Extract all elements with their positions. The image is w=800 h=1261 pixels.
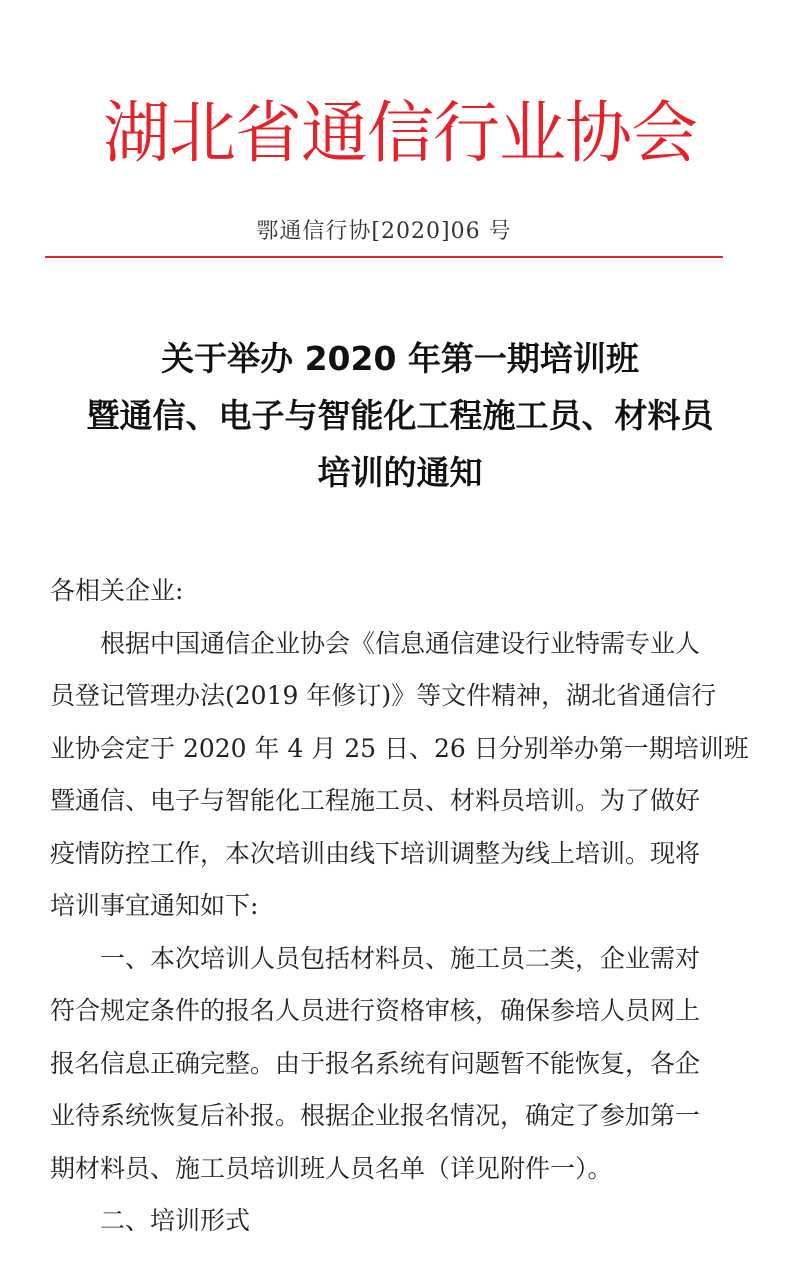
notice-body	[50, 565, 750, 1248]
paragraph-line: 业待系统恢复后补报。根据企业报名情况，确定了参加第一	[50, 1101, 701, 1130]
title-line: 培训的通知	[317, 453, 483, 492]
paragraph-line: 疫情防控工作，本次培训由线下培训调整为线上培训。现将	[50, 838, 701, 868]
paragraph-line: 一、本次培训人员包括材料员、施工员二类，企业需对	[100, 943, 701, 973]
paragraph-line: 业协会定于 2020 年 4 月 25 日、26 日分别举办第一期培训班	[50, 733, 749, 763]
title-line: 暨通信、电子与智能化工程施工员、材料员	[86, 396, 714, 435]
red-divider-line	[45, 256, 723, 258]
document-number: 鄂通信行协[2020]06 号	[256, 219, 512, 244]
paragraph-line: 符合规定条件的报名人员进行资格审核，确保参培人员网上	[50, 996, 701, 1025]
paragraph-line: 培训事宜通知如下:	[50, 891, 259, 920]
salutation: 各相关企业:	[50, 576, 184, 605]
section-heading: 二、培训形式	[100, 1206, 251, 1235]
paragraph-line: 期材料员、施工员培训班人员名单（详见附件一）。	[50, 1153, 613, 1183]
org-name-header: 湖北省通信行业协会	[103, 94, 697, 172]
paragraph-line: 暨通信、电子与智能化工程施工员、材料员培训。为了做好	[50, 786, 701, 815]
paragraph-line: 根据中国通信企业协会《信息通信建设行业特需专业人	[100, 628, 701, 658]
title-line: 关于举办 2020 年第一期培训班	[161, 339, 639, 378]
paragraph-line: 员登记管理办法(2019 年修订)》等文件精神，湖北省通信行	[50, 681, 717, 710]
paragraph-line: 报名信息正确完整。由于报名系统有问题暂不能恢复，各企	[50, 1048, 701, 1078]
notice-title	[0, 330, 800, 501]
